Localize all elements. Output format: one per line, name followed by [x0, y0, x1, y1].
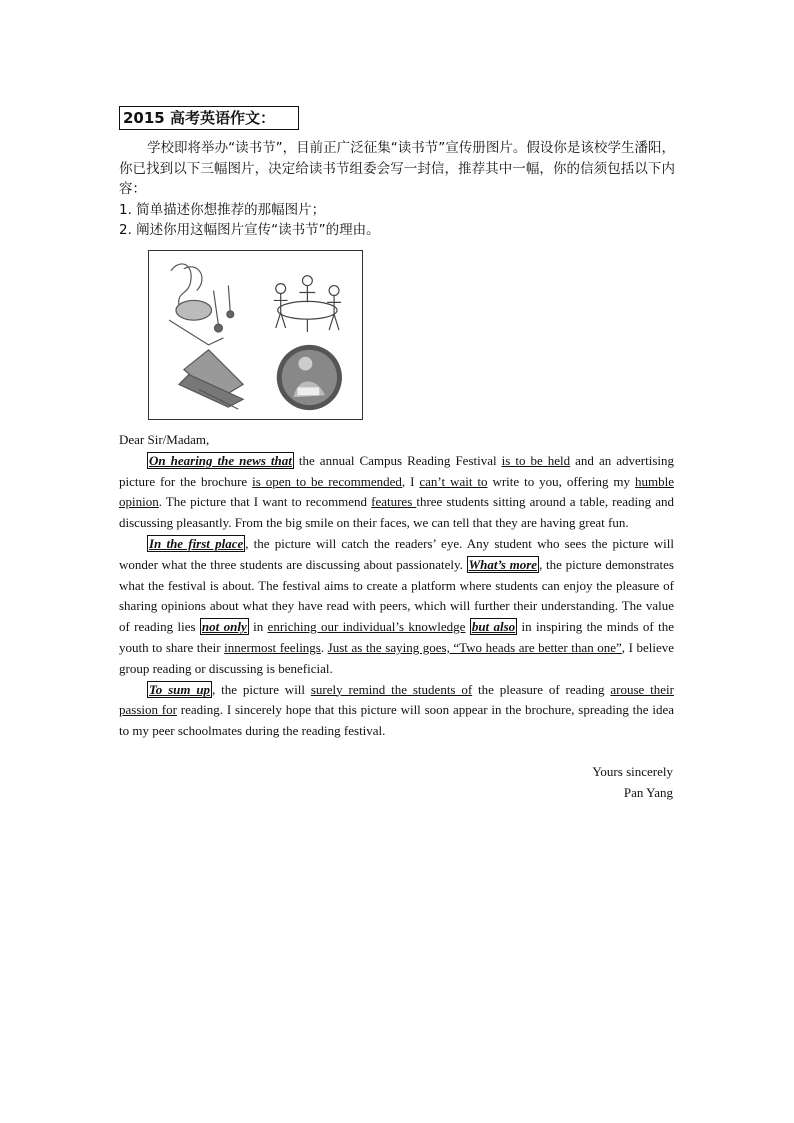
prompt-item-2: 2. 阐述你用这幅图片宣传“读书节”的理由。 — [119, 222, 380, 238]
underlined-phrase: is to be held — [501, 452, 571, 468]
text: , I believe group reading or discussing is beneficial. — [119, 639, 674, 676]
text: , the picture demonstrates what the festival is about. The festival aims to create a platform where students can enjoy the pleasure of sharing opinions about what they have read with peers, which will further their understanding. The value of reading lies — [119, 556, 674, 635]
underlined-phrase: is open to be recommended — [252, 473, 402, 489]
text: . — [320, 639, 328, 655]
text: in — [248, 619, 268, 635]
music-reading-collage — [169, 264, 243, 409]
boxed-phrase: To sum up — [149, 681, 211, 697]
students-at-table — [274, 276, 341, 332]
illustration-svg — [149, 251, 362, 419]
letter-body — [119, 430, 674, 742]
signature: Pan Yang — [623, 784, 673, 800]
salutation: Dear Sir/Madam, — [119, 432, 210, 447]
letter-paragraph-3 — [119, 680, 674, 742]
text: three students sitting around a table, reading and discussing pleasantly. From the big smile on their faces, we can tell that they are having great fun. — [119, 494, 674, 531]
text: in inspiring the minds of the youth to share their — [119, 619, 674, 655]
prompt-item-1: 1. 简单描述你想推荐的那幅图片； — [119, 201, 326, 218]
text: the annual Campus Reading Festival — [293, 452, 502, 468]
page-title: 2015 高考英语作文： — [119, 106, 299, 130]
letter-paragraph-2 — [119, 534, 674, 680]
closing: Yours sincerely — [592, 764, 673, 779]
text: , the picture will catch the readers’ eye. Any student who sees the picture will wonder what the three students are discussing about passionately. — [119, 535, 674, 572]
text: reading. I sincerely hope that this picture will soon appear in the brochure, spreading the idea to my peer schoolmates during the reading festival. — [119, 702, 674, 739]
prompt-block — [119, 138, 675, 241]
underlined-phrase: surely remind the students of — [310, 681, 473, 697]
underlined-phrase: can’t wait to — [419, 473, 488, 489]
text: , the picture will — [212, 681, 311, 697]
underlined-phrase: arouse their passion for — [119, 681, 674, 718]
boxed-phrase: What’s more — [468, 556, 538, 572]
reader-photo — [277, 345, 342, 410]
letter-paragraph-1 — [119, 451, 674, 534]
text: write to you, offering my — [487, 473, 635, 489]
boxed-phrase: In the first place — [149, 535, 244, 551]
text: , I — [401, 473, 420, 489]
text: . The picture that I want to recommend — [158, 494, 372, 510]
signature-block — [592, 762, 673, 804]
boxed-phrase: On hearing the news that — [149, 452, 292, 468]
underlined-phrase: innermost feelings — [224, 639, 321, 655]
text: and an advertising picture for the brochure — [119, 452, 674, 489]
underlined-phrase: humble opinion — [119, 473, 674, 510]
text: the pleasure of reading — [472, 681, 611, 697]
boxed-phrase: but also — [471, 619, 516, 635]
underlined-phrase: Just as the saying goes, “Two heads are better than one” — [327, 639, 622, 655]
prompt-intro: 学校即将举办“读书节”，目前正广泛征集“读书节”宣传册图片。假设你是该校学生潘阳，你已找到以下三幅图片，决定给读书节组委会写一封信，推荐其中一幅，你的信须包括以下内容： — [119, 140, 675, 197]
underlined-phrase: enriching our individual’s knowledge — [267, 619, 466, 635]
illustration-image — [148, 250, 363, 420]
boxed-phrase: not only — [201, 619, 247, 635]
underlined-phrase: features — [371, 494, 417, 510]
